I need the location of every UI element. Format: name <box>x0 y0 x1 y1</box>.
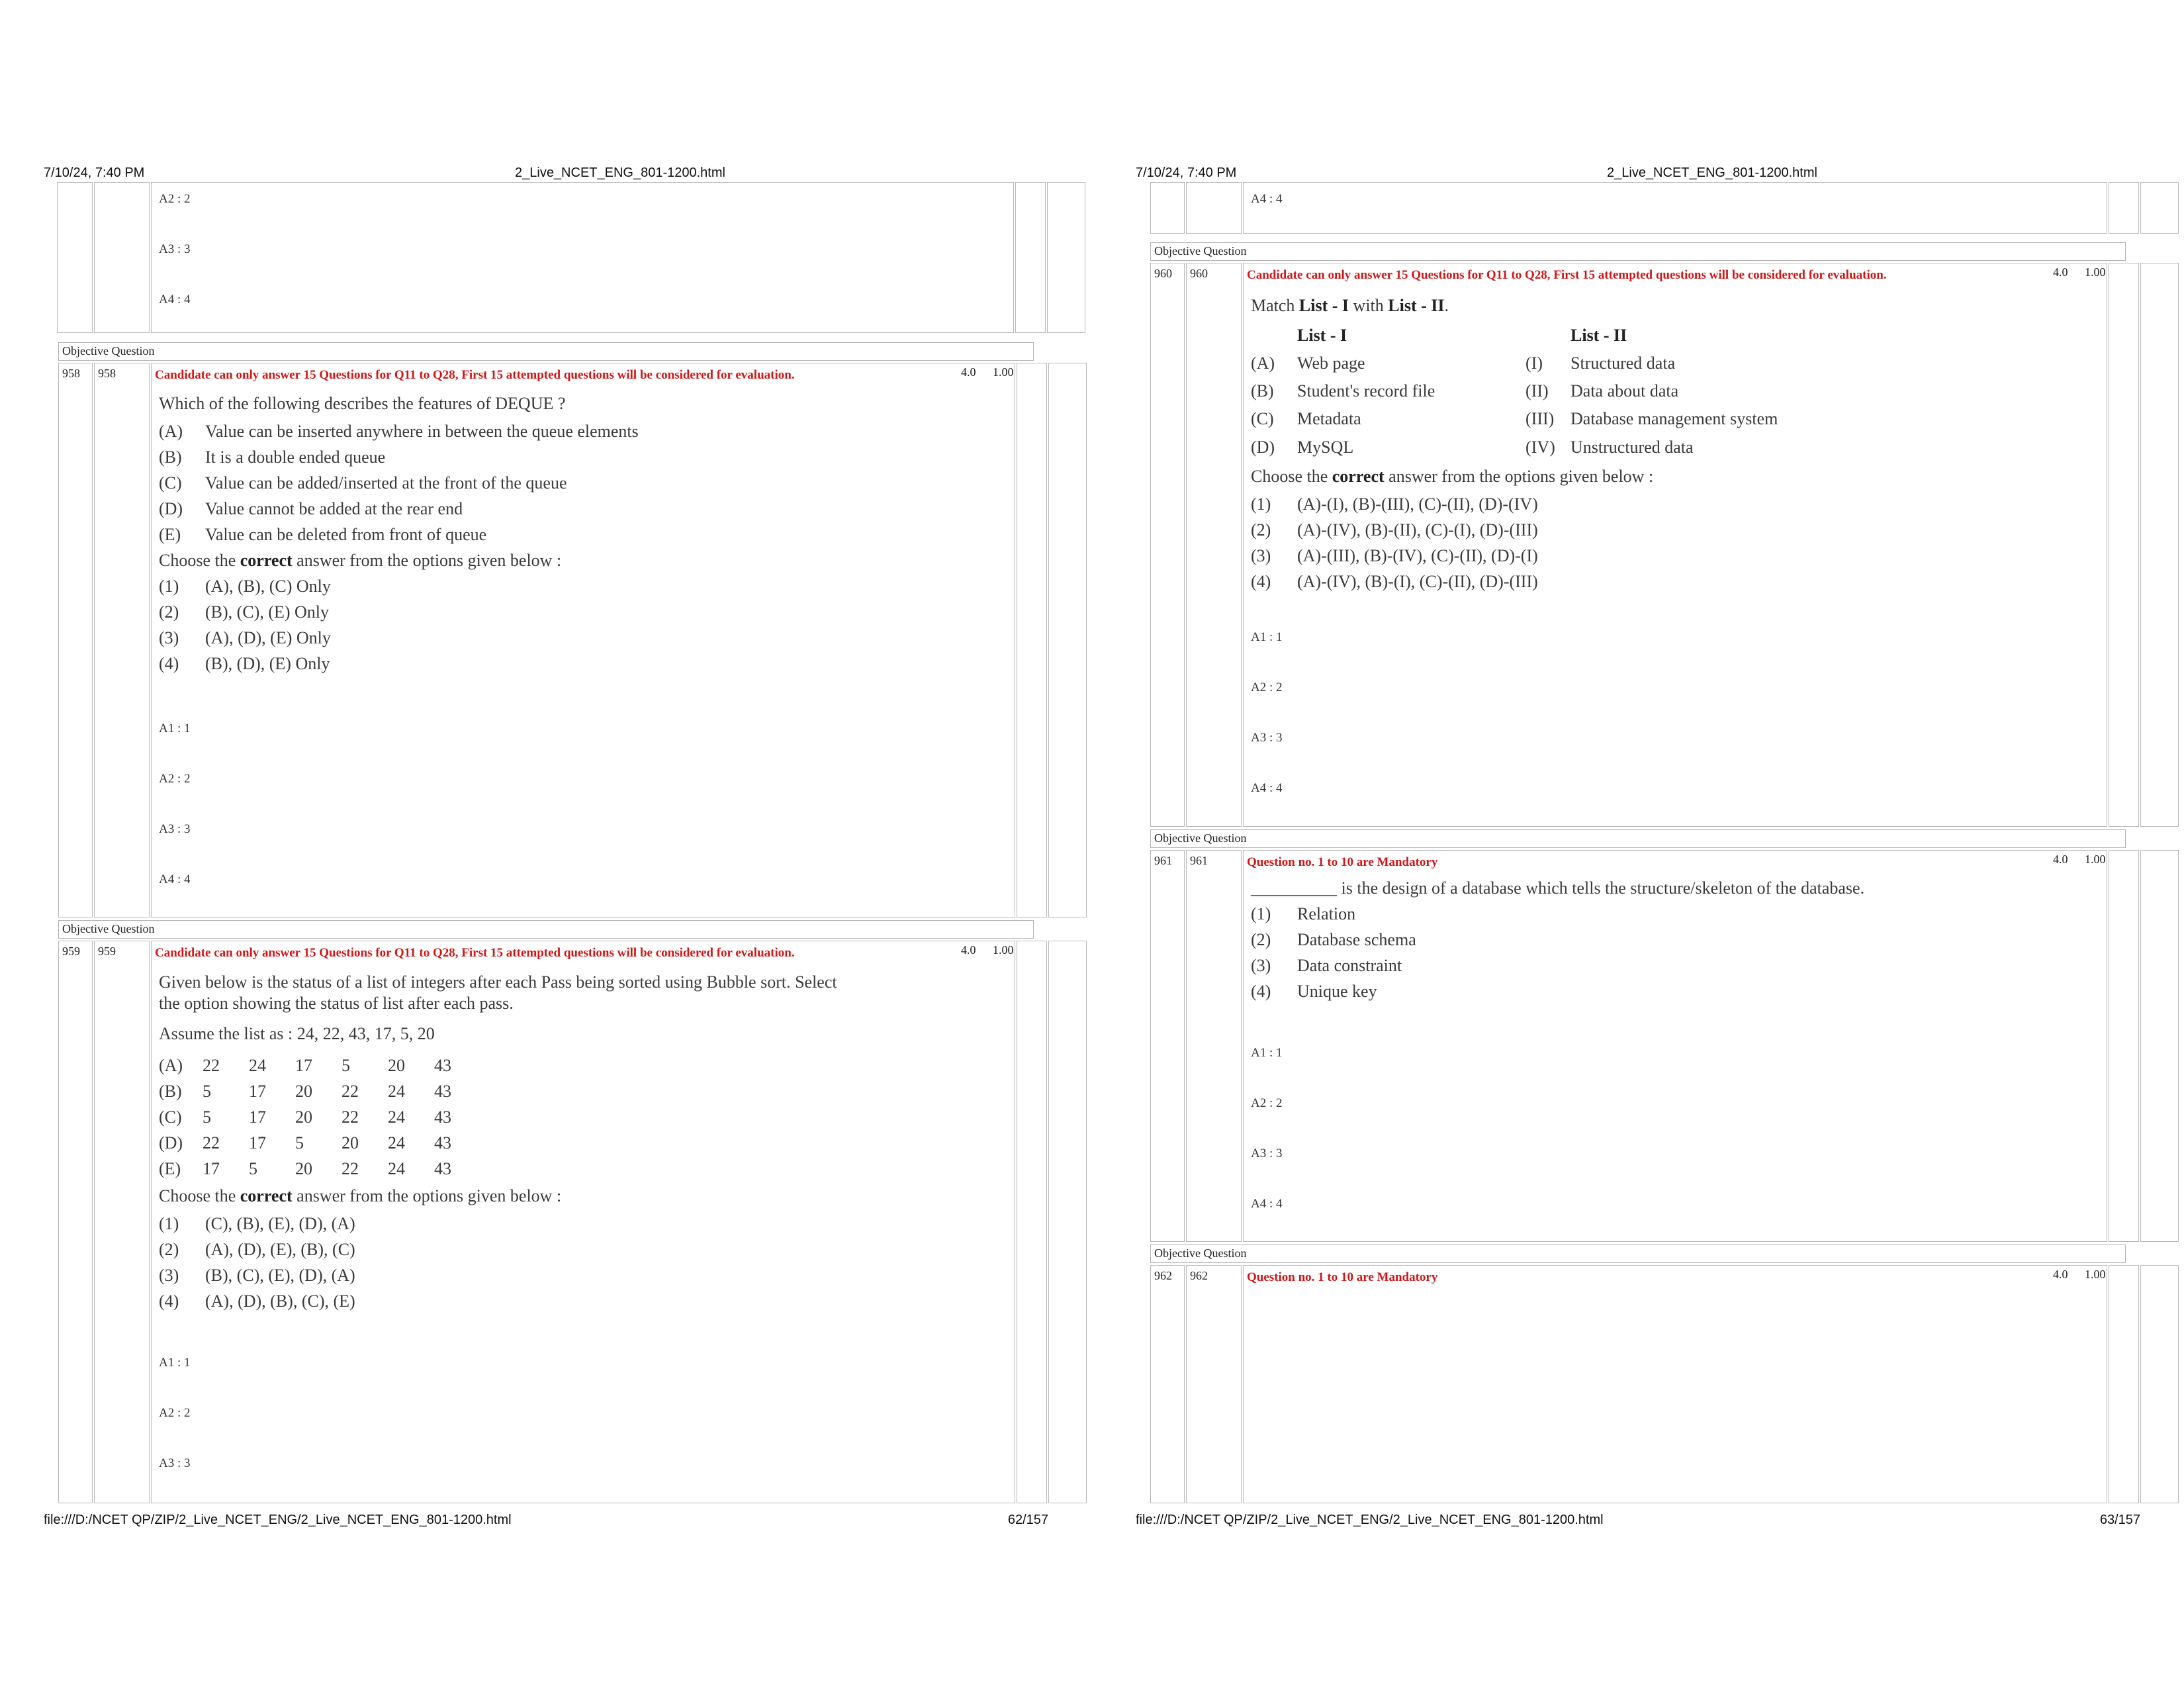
warning-note: Question no. 1 to 10 are Mandatory <box>1247 1270 1438 1284</box>
answer-option: A3 : 3 <box>159 1456 191 1470</box>
choice-option: (2) (B), (C), (E) Only <box>159 602 330 622</box>
question-id: 959 <box>98 945 116 958</box>
print-footer-page-number: 62/157 <box>1007 1513 1048 1527</box>
warning-note: Question no. 1 to 10 are Mandatory <box>1247 855 1438 869</box>
answer-option: A3 : 3 <box>159 822 191 836</box>
print-footer-path: file:///D:/NCET QP/ZIP/2_Live_NCET_ENG/2_Live_NCET_ENG_801-1200.html <box>1136 1513 1604 1527</box>
page-63 <box>1092 0 2184 1688</box>
list-2-header: List - II <box>1570 326 1627 345</box>
answer-option: A3 : 3 <box>1251 731 1283 745</box>
pass-row: (C) 5 17 20 22 24 43 <box>159 1107 451 1127</box>
answer-option: A2 : 2 <box>159 1406 191 1420</box>
answer-option: A2 : 2 <box>159 192 191 206</box>
serial-number: 958 <box>62 367 80 380</box>
choice-option: (4) (A), (D), (B), (C), (E) <box>159 1291 355 1311</box>
print-header-date: 7/10/24, 7:40 PM <box>44 165 145 180</box>
choose-instruction: Choose the correct answer from the options given below : <box>159 1186 562 1205</box>
match-row: (A) Web page (I) Structured data <box>1251 353 1676 373</box>
print-header-filename: 2_Live_NCET_ENG_801-1200.html <box>1607 165 1817 180</box>
answer-option: A1 : 1 <box>1251 1046 1283 1060</box>
pass-row: (A) 22 24 17 5 20 43 <box>159 1056 451 1075</box>
answer-option: A4 : 4 <box>159 293 191 306</box>
pass-row: (D) 22 17 5 20 24 43 <box>159 1133 451 1152</box>
question-962-block <box>1150 1265 2126 1503</box>
choice-option: (1) Relation <box>1251 904 1356 923</box>
question-stem: Given below is the status of a list of integers after each Pass being sorted using Bubble sort. Select <box>159 972 837 992</box>
choice-option: (1) (A), (B), (C) Only <box>159 577 331 596</box>
choice-option: (2) (A), (D), (E), (B), (C) <box>159 1240 355 1259</box>
choice-option: (1) (A)-(I), (B)-(III), (C)-(II), (D)-(IV) <box>1251 494 1538 514</box>
marks: 4.0 <box>961 943 976 957</box>
pass-row: (E) 17 5 20 22 24 43 <box>159 1159 451 1178</box>
choose-instruction: Choose the correct answer from the options given below : <box>1251 467 1654 486</box>
choice-option: (3) Data constraint <box>1251 956 1402 975</box>
warning-note: Candidate can only answer 15 Questions for Q11 to Q28, First 15 attempted questions will be considered for evaluation. <box>155 368 795 382</box>
question-959-body <box>159 972 837 1314</box>
negative-marks: 1.00 <box>993 365 1014 379</box>
question-stem: Match List - I with List - II. <box>1251 296 1449 315</box>
answer-option: A2 : 2 <box>159 772 191 786</box>
answer-option: A2 : 2 <box>1251 680 1283 694</box>
section-bar <box>1150 242 2126 261</box>
print-footer-page-number: 63/157 <box>2099 1513 2140 1527</box>
section-label: Objective Question <box>62 344 155 357</box>
prev-question-block <box>1150 189 2126 242</box>
statement: (D) Value cannot be added at the rear end <box>159 499 463 518</box>
marks: 4.0 <box>2053 853 2068 866</box>
answer-option: A2 : 2 <box>1251 1096 1283 1110</box>
serial-number: 959 <box>62 945 80 958</box>
question-id: 961 <box>1190 854 1208 867</box>
serial-number: 961 <box>1154 854 1172 867</box>
list-assumption: Assume the list as : 24, 22, 43, 17, 5, 20 <box>159 1024 435 1043</box>
answer-option: A3 : 3 <box>1251 1147 1283 1160</box>
answer-option: A4 : 4 <box>1251 192 1283 206</box>
question-id: 962 <box>1190 1269 1208 1282</box>
choice-option: (2) Database schema <box>1251 930 1416 949</box>
answer-option: A1 : 1 <box>1251 630 1283 644</box>
choice-option: (3) (A)-(III), (B)-(IV), (C)-(II), (D)-(I) <box>1251 546 1538 565</box>
serial-number: 962 <box>1154 1269 1172 1282</box>
match-row: (B) Student's record file (II) Data about data <box>1251 381 1679 400</box>
choice-option: (3) (A), (D), (E) Only <box>159 628 331 647</box>
marks: 4.0 <box>961 365 976 379</box>
question-958-body <box>159 389 639 677</box>
statement: (C) Value can be added/inserted at the front of the queue <box>159 473 567 492</box>
print-footer-path: file:///D:/NCET QP/ZIP/2_Live_NCET_ENG/2_Live_NCET_ENG_801-1200.html <box>44 1513 512 1527</box>
section-label: Objective Question <box>1154 831 1247 845</box>
negative-marks: 1.00 <box>993 943 1014 957</box>
negative-marks: 1.00 <box>2085 853 2106 866</box>
choice-option: (4) Unique key <box>1251 982 1377 1001</box>
choice-option: (3) (B), (C), (E), (D), (A) <box>159 1266 355 1285</box>
warning-note: Candidate can only answer 15 Questions for Q11 to Q28, First 15 attempted questions will be considered for evaluation. <box>155 946 795 960</box>
statement: (E) Value can be deleted from front of queue <box>159 525 487 544</box>
statement: (A) Value can be inserted anywhere in between the queue elements <box>159 422 639 441</box>
section-bar <box>58 920 1034 939</box>
question-960-body <box>1251 293 1778 594</box>
marks: 4.0 <box>2053 265 2068 279</box>
answer-option: A4 : 4 <box>1251 781 1283 795</box>
answer-option: A1 : 1 <box>159 722 191 735</box>
list-1-header: List - I <box>1297 326 1347 345</box>
warning-note: Candidate can only answer 15 Questions for Q11 to Q28, First 15 attempted questions will be considered for evaluation. <box>1247 268 1887 282</box>
question-stem: Which of the following describes the features of DEQUE ? <box>159 394 566 413</box>
choose-instruction: Choose the correct answer from the options given below : <box>159 551 562 570</box>
question-id: 958 <box>98 367 116 380</box>
section-label: Objective Question <box>1154 1246 1247 1260</box>
section-bar <box>1150 829 2126 848</box>
choice-option: (4) (B), (D), (E) Only <box>159 654 330 673</box>
choice-option: (4) (A)-(IV), (B)-(I), (C)-(II), (D)-(III) <box>1251 572 1538 591</box>
negative-marks: 1.00 <box>2085 265 2106 279</box>
question-stem: __________ is the design of a database which tells the structure/skeleton of the database. <box>1251 878 1865 898</box>
section-label: Objective Question <box>62 922 155 935</box>
question-id: 960 <box>1190 267 1208 280</box>
question-961-body <box>1251 875 1864 1004</box>
choice-option: (1) (C), (B), (E), (D), (A) <box>159 1214 355 1233</box>
pass-row: (B) 5 17 20 22 24 43 <box>159 1082 451 1101</box>
prev-question-block <box>57 189 1034 342</box>
print-header-date: 7/10/24, 7:40 PM <box>1136 165 1237 180</box>
match-header-row <box>1251 322 1778 350</box>
section-bar <box>58 342 1034 361</box>
match-row: (D) MySQL (IV) Unstructured data <box>1251 438 1694 457</box>
print-header-filename: 2_Live_NCET_ENG_801-1200.html <box>515 165 725 180</box>
match-row: (C) Metadata (III) Database management system <box>1251 409 1778 428</box>
answer-option: A3 : 3 <box>159 242 191 256</box>
answer-option: A1 : 1 <box>159 1356 191 1370</box>
answer-option: A4 : 4 <box>1251 1197 1283 1211</box>
choice-option: (2) (A)-(IV), (B)-(II), (C)-(I), (D)-(III) <box>1251 520 1538 539</box>
statement: (B) It is a double ended queue <box>159 447 386 467</box>
marks: 4.0 <box>2053 1268 2068 1281</box>
serial-number: 960 <box>1154 267 1172 280</box>
section-label: Objective Question <box>1154 244 1247 258</box>
negative-marks: 1.00 <box>2085 1268 2106 1281</box>
question-stem: the option showing the status of list after each pass. <box>159 994 514 1013</box>
answer-option: A4 : 4 <box>159 872 191 886</box>
section-bar <box>1150 1244 2126 1263</box>
